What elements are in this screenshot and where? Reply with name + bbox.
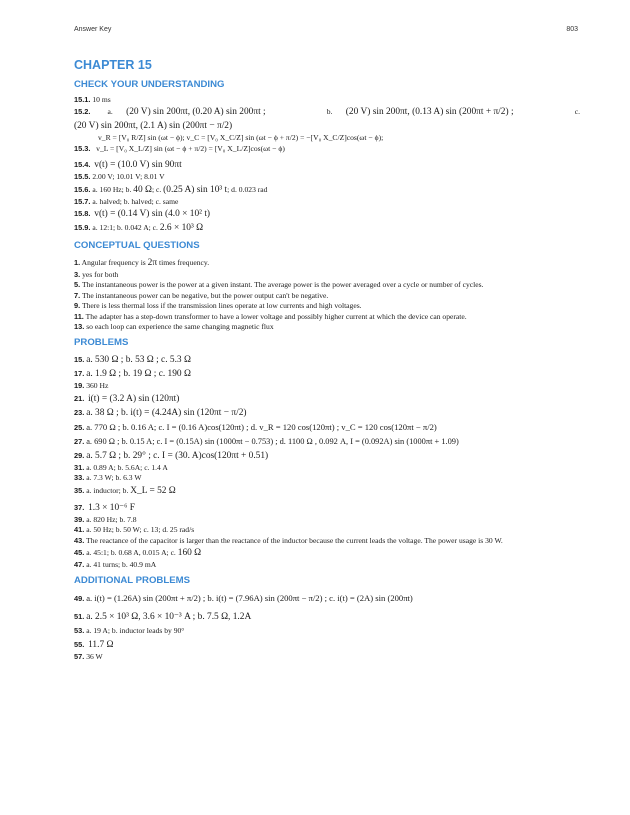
problem-33: 33. a. 7.3 W; b. 6.3 W: [74, 473, 142, 483]
section-heading-problems: PROBLEMS: [74, 337, 129, 349]
additional-57: 57. 36 W: [74, 652, 103, 662]
answer-15-2-c: (20 V) sin 200πt, (2.1 A) sin (200πt − π/2): [74, 121, 233, 132]
additional-51: 51. a. 2.5 × 10³ Ω, 3.6 × 10⁻³ A ; b. 7.5 Ω, 1.2A: [74, 612, 252, 623]
additional-53: 53. a. 19 A; b. inductor leads by 90°: [74, 626, 185, 636]
answer-key-content: [74, 57, 580, 663]
section-heading-additional: ADDITIONAL PROBLEMS: [74, 575, 191, 587]
conceptual-13: 13. so each loop can experience the same changing magnetic flux: [74, 322, 274, 332]
section-heading-conceptual: CONCEPTUAL QUESTIONS: [74, 240, 200, 252]
problem-23: 23. a. 38 Ω ; b. i(t) = (4.24A) sin (120πt − π/2): [74, 407, 247, 418]
conceptual-7: 7. The instantaneous power can be negative, but the power output can't be negative.: [74, 290, 329, 300]
conceptual-5: 5. The instantaneous power is the power at a given instant. The average power is the power averaged over a cycle or number of cycles.: [74, 280, 484, 290]
conceptual-11: 11. The adapter has a step-down transformer to have a lower voltage and possibly higher current at which the device can operate.: [74, 311, 467, 321]
additional-55: 55. 11.7 Ω: [74, 640, 114, 651]
problem-31: 31. a. 0.89 A; b. 5.6A; c. 1.4 A: [74, 462, 168, 472]
answer-15-9: 15.9. a. 12:1; b. 0.042 A; c. 2.6 × 10³ Ω: [74, 223, 204, 234]
problem-19: 19. 360 Hz: [74, 381, 109, 391]
additional-49: 49. a. i(t) = (1.26A) sin (200πt + π/2) ; b. i(t) = (7.96A) sin (200πt − π/2) ; c. i(t) = (2A) sin (200πt): [74, 593, 413, 604]
problem-15: 15. a. 530 Ω ; b. 53 Ω ; c. 5.3 Ω: [74, 355, 191, 366]
problem-25: 25. a. 770 Ω ; b. 0.16 A; c. I = (0.16 A)cos(120πt) ; d. v_R = 120 cos(120πt) ; v_C = 120 cos(120πt − π/2): [74, 421, 437, 432]
problem-43: 43. The reactance of the capacitor is larger than the reactance of the inductor because the current leads the voltage. The power usage is 30 W.: [74, 535, 503, 545]
problem-21: 21. i(t) = (3.2 A) sin (120πt): [74, 393, 180, 404]
header-title: Answer Key: [74, 26, 112, 33]
answer-15-1: 15.1. 10 ms: [74, 95, 111, 104]
problem-41: 41. a. 50 Hz; b. 50 W; c. 13; d. 25 rad/s: [74, 525, 195, 535]
problem-39: 39. a. 820 Hz; b. 7.8: [74, 514, 137, 524]
answer-15-7: 15.7. a. halved; b. halved; c. same: [74, 196, 179, 206]
page-number: 803: [566, 26, 578, 33]
problem-45: 45. a. 45:1; b. 0.68 A, 0.015 A; c. 160 Ω: [74, 547, 202, 558]
problem-17: 17. a. 1.9 Ω ; b. 19 Ω ; c. 190 Ω: [74, 369, 191, 380]
conceptual-1: 1. Angular frequency is 2π times frequency.: [74, 258, 210, 269]
answer-15-6: 15.6. a. 160 Hz; b. 40 Ω; c. (0.25 A) sin 10³ t; d. 0.023 rad: [74, 184, 268, 195]
answer-15-3: 15.3. v_L = [V₀ X_L/Z] sin (ωt − ϕ + π/2) = [V₀ X_L/Z]cos(ωt − ϕ): [74, 143, 285, 153]
page-header: [74, 26, 578, 33]
problem-37: 37. 1.3 × 10⁻⁶ F: [74, 502, 135, 513]
problem-29: 29. a. 5.7 Ω ; b. 29° ; c. I = (30. A)cos(120πt + 0.51): [74, 450, 269, 461]
problem-47: 47. a. 41 turns; b. 40.9 mA: [74, 559, 157, 569]
problem-27: 27. a. 690 Ω ; b. 0.15 A; c. I = (0.15A) sin (1000πt − 0.753) ; d. 1100 Ω , 0.092 A, I = (0.092A) sin (1000πt + 1.09): [74, 436, 459, 446]
problem-35: 35. a. inductor; b. X_L = 52 Ω: [74, 485, 176, 496]
chapter-title: CHAPTER 15: [74, 58, 152, 72]
answer-15-2: 15.2. a. (20 V) sin 200πt, (0.20 A) sin 200πt ; b. (20 V) sin 200πt, (0.13 A) sin (200πt + π/2) ; c.: [74, 107, 580, 118]
conceptual-3: 3. yes for both: [74, 270, 119, 280]
conceptual-9: 9. There is less thermal loss if the transmission lines operate at low currents and high voltages.: [74, 301, 362, 311]
answer-15-2-extra: v_R = [V₀ R/Z] sin (ωt − ϕ); v_C = [V₀ X_C/Z] sin (ωt − ϕ + π/2) = −[V₀ X_C/Z]cos(ωt − ϕ);: [98, 133, 384, 143]
answer-15-4: 15.4. v(t) = (10.0 V) sin 90πt: [74, 160, 182, 171]
answer-15-8: 15.8. v(t) = (0.14 V) sin (4.0 × 10² t): [74, 209, 211, 220]
answer-15-5: 15.5. 2.00 V; 10.01 V; 8.01 V: [74, 172, 165, 182]
section-heading-cyu: CHECK YOUR UNDERSTANDING: [74, 79, 225, 90]
